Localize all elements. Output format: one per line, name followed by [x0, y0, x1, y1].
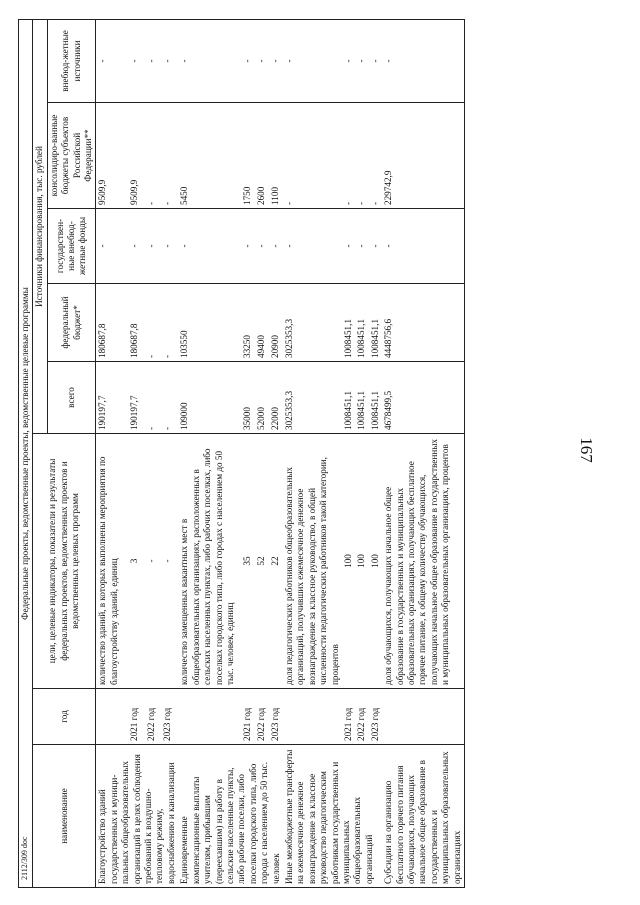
row-year: 2021 год: [128, 689, 145, 745]
cell-regional: -: [161, 103, 178, 209]
cell-extra: -: [145, 19, 162, 102]
cell-total: -: [161, 362, 178, 434]
cell-total: 52000: [255, 362, 269, 434]
header-federal: федеральный бюджет*: [47, 284, 96, 362]
cell-total: 1008451,1: [369, 362, 382, 434]
row-year: 2022 год: [355, 689, 368, 745]
cell-federal: 180687,8: [96, 284, 128, 362]
cell-extra: -: [382, 19, 464, 102]
cell-federal: -: [161, 284, 178, 362]
cell-total: 3025353,3: [283, 362, 342, 434]
rotated-document-page: [18, 20, 600, 888]
header-sources-group: Источники финансирования, тыс. рублей: [33, 19, 47, 433]
cell-total: 4678499,5: [382, 362, 464, 434]
row-year: [96, 689, 128, 745]
cell-regional: -: [342, 103, 355, 209]
cell-regional: 229742,9: [382, 103, 464, 209]
cell-extra: -: [369, 19, 382, 102]
row-year: 2022 год: [255, 689, 269, 745]
cell-federal: 180687,8: [128, 284, 145, 362]
cell-federal: 4448756,6: [382, 284, 464, 362]
cell-extra: -: [161, 19, 178, 102]
cell-regional: -: [145, 103, 162, 209]
cell-total: 190197,7: [96, 362, 128, 434]
cell-total: 35000: [241, 362, 255, 434]
row-indicator-value: 3: [128, 434, 145, 689]
table-row: [283, 19, 342, 887]
row-name: Единовременные компенсационные выплаты учителям, прибывшим (переехавшим) на работу в сельские населенные пункты, либо рабочие поселки, либо поселки городского типа, либо города с населением до 50 тыс. человек: [178, 745, 283, 888]
cell-total: -: [145, 362, 162, 434]
row-year: 2021 год: [241, 689, 255, 745]
cell-federal: 49400: [255, 284, 269, 362]
row-year: 2021 год: [342, 689, 355, 745]
cell-extra: -: [255, 19, 269, 102]
cell-federal: 1008451,1: [342, 284, 355, 362]
cell-total: 22000: [269, 362, 283, 434]
cell-state-funds: -: [96, 209, 128, 284]
row-name: Благоустройство зданий государственных и муници-пальных общеобразовательных организаций в целях соблюдения требований к воздушно-тепловому режиму, водоснабжению и канализации: [96, 745, 178, 888]
row-year: 2022 год: [145, 689, 162, 745]
row-year: [178, 689, 240, 745]
cell-regional: 1750: [241, 103, 255, 209]
cell-regional: 5450: [178, 103, 240, 209]
row-indicator-value: 100: [369, 434, 382, 689]
row-year: [382, 689, 464, 745]
row-indicator-value: 22: [269, 434, 283, 689]
row-indicator-value: 100: [355, 434, 368, 689]
row-name: Субсидии на организацию бесплатного горячего питания обучающихся, получающих начальное общее образование в государственных и муниципальных образовательных организациях: [382, 745, 464, 888]
cell-state-funds: -: [283, 209, 342, 284]
cell-federal: 33250: [241, 284, 255, 362]
cell-extra: -: [342, 19, 355, 102]
cell-state-funds: -: [145, 209, 162, 284]
header-regional: консолидиро-ванные бюджеты субъектов Российской Федерации**: [47, 103, 96, 209]
row-year: 2023 год: [369, 689, 382, 745]
cell-federal: 20900: [269, 284, 283, 362]
row-name: Иные межбюджетные трансферты на ежемесячное денежное вознаграждение за классное руководство педагогическим работникам государственных и муниципальных общеобразовательных организаций: [283, 745, 382, 888]
cell-state-funds: -: [178, 209, 240, 284]
row-indicator: количество зданий, в которых выполнены мероприятия по благоустройству зданий, единиц: [96, 434, 128, 689]
header-extra: внебюд-жетные источники: [47, 19, 96, 102]
cell-extra: -: [355, 19, 368, 102]
row-indicator-value: 35: [241, 434, 255, 689]
cell-federal: -: [145, 284, 162, 362]
row-indicator-value: -: [161, 434, 178, 689]
cell-federal: 3025353,3: [283, 284, 342, 362]
cell-regional: -: [283, 103, 342, 209]
table-title: Федеральные проекты, ведомственные проекты, ведомственные целевые программы: [19, 19, 33, 887]
cell-state-funds: -: [369, 209, 382, 284]
cell-regional: 1100: [269, 103, 283, 209]
row-year: [283, 689, 342, 745]
cell-state-funds: -: [255, 209, 269, 284]
programs-table: [18, 19, 465, 888]
cell-extra: -: [178, 19, 240, 102]
table-row: [382, 19, 464, 887]
header-year: год: [33, 689, 96, 745]
cell-regional: -: [355, 103, 368, 209]
cell-regional: 9509,9: [96, 103, 128, 209]
row-year: 2023 год: [269, 689, 283, 745]
table-row: [96, 19, 128, 887]
row-indicator-value: 100: [342, 434, 355, 689]
row-year: 2023 год: [161, 689, 178, 745]
row-indicator: количество замещенных вакантных мест в общеобразовательных организациях, расположенных в сельских населенных пунктах, либо рабочих поселках, либо поселках городского типа, либо городах с населением до 50 тыс. человек, единиц: [178, 434, 240, 689]
cell-state-funds: -: [355, 209, 368, 284]
cell-federal: 1008451,1: [355, 284, 368, 362]
cell-extra: -: [128, 19, 145, 102]
row-indicator-value: 52: [255, 434, 269, 689]
cell-total: 1008451,1: [355, 362, 368, 434]
cell-state-funds: -: [342, 209, 355, 284]
cell-extra: -: [241, 19, 255, 102]
cell-extra: -: [283, 19, 342, 102]
header-state-funds: государствен-ные внебюд-жетные фонды: [47, 209, 96, 284]
cell-federal: 103550: [178, 284, 240, 362]
cell-state-funds: -: [161, 209, 178, 284]
document-footer: 2112/309 doc: [20, 836, 29, 880]
cell-regional: 2600: [255, 103, 269, 209]
row-indicator: доля педагогических работников общеобразовательных организаций, получивших ежемесячное денежное вознаграждение за классное руководство, в общей численности педагогических работников такой категории, процентов: [283, 434, 342, 689]
table-row: [178, 19, 240, 887]
cell-regional: -: [369, 103, 382, 209]
header-name: наименование: [33, 745, 96, 888]
cell-total: 109000: [178, 362, 240, 434]
cell-state-funds: -: [128, 209, 145, 284]
header-total: всего: [47, 362, 96, 434]
cell-regional: 9509,9: [128, 103, 145, 209]
cell-state-funds: -: [241, 209, 255, 284]
cell-total: 1008451,1: [342, 362, 355, 434]
cell-extra: -: [269, 19, 283, 102]
row-indicator: доля обучающихся, получающих начальное общее образование в государственных и муниципальных образовательных организациях, получающих бесплатное горячее питание, к общему количеству обучающихся, получающих начальное общее образование в государственных и муниципальных образовательных организациях, процентов: [382, 434, 464, 689]
cell-state-funds: -: [382, 209, 464, 284]
header-goals: цели, целевые индикаторы, показатели и результаты федеральных проектов, ведомственных проектов и ведомственных целевых программ: [33, 434, 96, 689]
cell-extra: -: [96, 19, 128, 102]
cell-state-funds: -: [269, 209, 283, 284]
cell-federal: 1008451,1: [369, 284, 382, 362]
row-indicator-value: -: [145, 434, 162, 689]
cell-total: 190197,7: [128, 362, 145, 434]
page-number: 167: [577, 437, 596, 463]
